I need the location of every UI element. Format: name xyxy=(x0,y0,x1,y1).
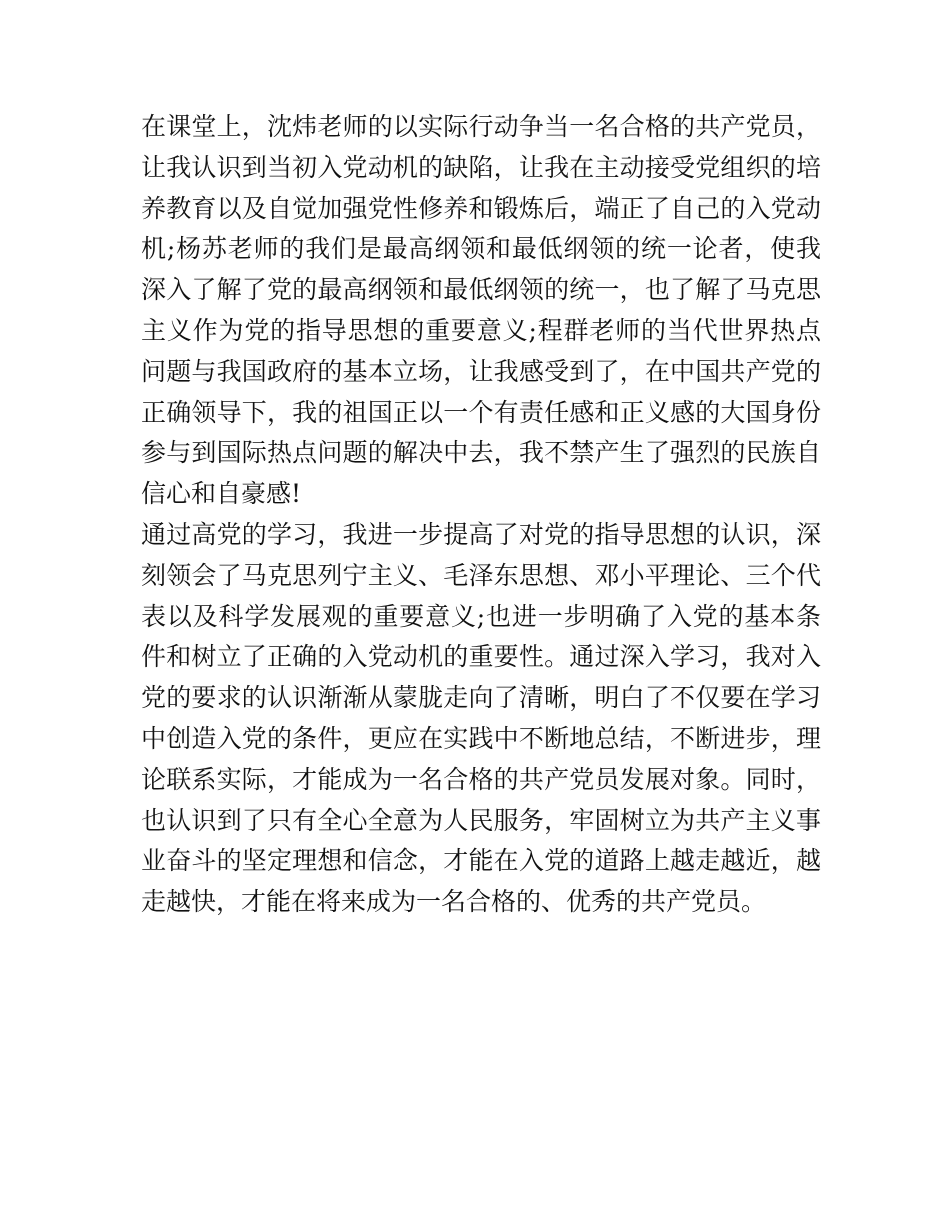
text-line: 参与到国际热点问题的解决中去，我不禁产生了强烈的民族自 xyxy=(141,438,821,468)
text-line: 论联系实际，才能成为一名合格的共产党员发展对象。同时， xyxy=(141,764,821,794)
text-line: 养教育以及自觉加强党性修养和锻炼后，端正了自己的入党动 xyxy=(141,193,821,223)
document-body xyxy=(141,107,821,923)
paragraph-1 xyxy=(141,107,821,515)
paragraph-2 xyxy=(141,515,821,923)
text-line: 业奋斗的坚定理想和信念，才能在入党的道路上越走越近，越 xyxy=(141,846,821,876)
text-line: 也认识到了只有全心全意为人民服务，牢固树立为共产主义事 xyxy=(141,805,821,835)
text-line: 通过高党的学习，我进一步提高了对党的指导思想的认识，深 xyxy=(141,519,821,549)
text-line: 正确领导下，我的祖国正以一个有责任感和正义感的大国身份 xyxy=(141,397,821,427)
text-line: 刻领会了马克思列宁主义、毛泽东思想、邓小平理论、三个代 xyxy=(141,560,821,590)
text-line: 件和树立了正确的入党动机的重要性。通过深入学习，我对入 xyxy=(141,642,821,672)
text-line: 中创造入党的条件，更应在实践中不断地总结，不断进步，理 xyxy=(141,723,821,753)
text-line: 问题与我国政府的基本立场，让我感受到了，在中国共产党的 xyxy=(141,356,821,386)
text-line: 表以及科学发展观的重要意义;也进一步明确了入党的基本条 xyxy=(141,601,821,631)
text-line: 党的要求的认识渐渐从蒙胧走向了清晰，明白了不仅要在学习 xyxy=(141,683,821,713)
text-line: 主义作为党的指导思想的重要意义;程群老师的当代世界热点 xyxy=(141,315,821,345)
text-line: 让我认识到当初入党动机的缺陷，让我在主动接受党组织的培 xyxy=(141,152,821,182)
text-line: 走越快，才能在将来成为一名合格的、优秀的共产党员。 xyxy=(141,887,767,917)
text-line: 在课堂上，沈炜老师的以实际行动争当一名合格的共产党员， xyxy=(141,112,821,141)
text-line: 深入了解了党的最高纲领和最低纲领的统一，也了解了马克思 xyxy=(141,275,821,305)
text-line: 机;杨苏老师的我们是最高纲领和最低纲领的统一论者，使我 xyxy=(141,234,821,264)
text-line: 信心和自豪感! xyxy=(141,479,302,509)
